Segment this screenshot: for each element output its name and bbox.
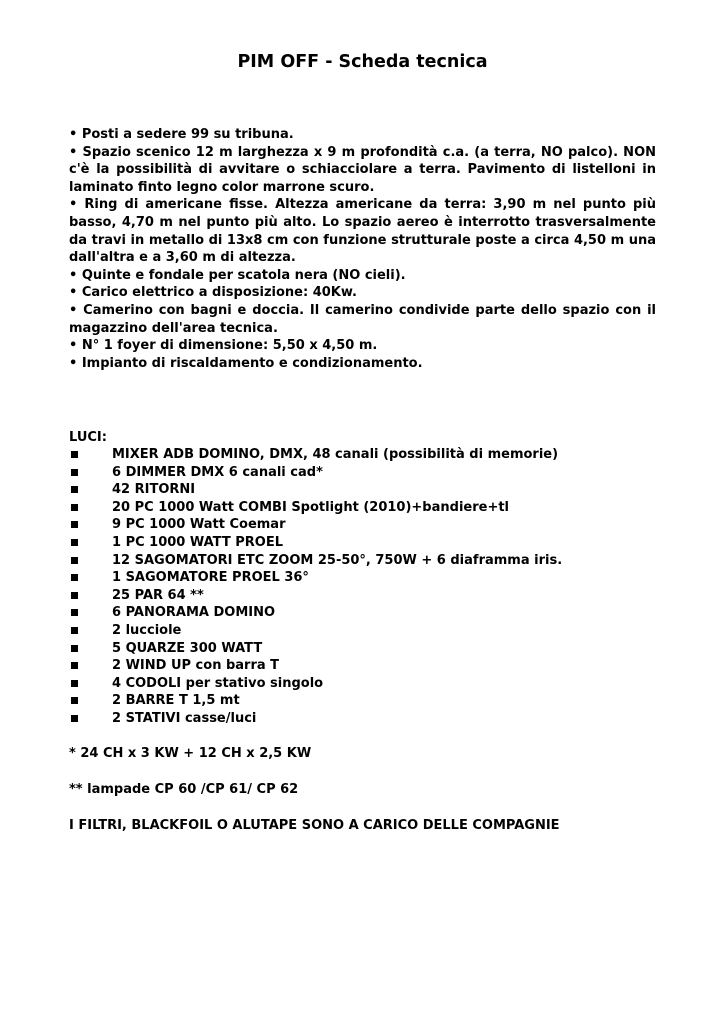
list-item-text: 20 PC 1000 Watt COMBI Spotlight (2010)+bandiere+tl: [112, 499, 510, 515]
square-bullet-icon: [71, 574, 78, 581]
list-item: [69, 640, 656, 658]
luci-list: [69, 446, 656, 728]
square-bullet-icon: [71, 486, 78, 493]
square-bullet-icon: [71, 609, 78, 616]
list-item: [69, 692, 656, 710]
list-item: [69, 481, 656, 499]
square-bullet-icon: [71, 592, 78, 599]
square-bullet-icon: [71, 627, 78, 634]
square-bullet-icon: [71, 469, 78, 476]
list-item-text: 2 WIND UP con barra T: [112, 658, 280, 674]
square-bullet-icon: [71, 715, 78, 722]
list-item-text: 12 SAGOMATORI ETC ZOOM 25-50°, 750W + 6 diaframma iris.: [112, 552, 563, 568]
intro-item: • Quinte e fondale per scatola nera (NO cieli).: [69, 267, 406, 283]
square-bullet-icon: [71, 504, 78, 511]
list-item-text: 4 CODOLI per stativo singolo: [112, 675, 324, 691]
list-item-text: 1 PC 1000 WATT PROEL: [112, 534, 283, 550]
intro-item: • N° 1 foyer di dimensione: 5,50 x 4,50 m.: [69, 338, 378, 354]
intro-section: [69, 126, 656, 372]
square-bullet-icon: [71, 521, 78, 528]
list-item: [69, 446, 656, 464]
list-item: [69, 552, 656, 570]
list-item: [69, 622, 656, 640]
list-item-text: 42 RITORNI: [112, 482, 196, 498]
list-item: [69, 710, 656, 728]
list-item-text: 25 PAR 64 **: [112, 587, 204, 603]
intro-item: • Camerino con bagni e doccia. Il camerino condivide parte dello spazio con il magazzino dell'area tecnica.: [69, 302, 656, 336]
page-title: PIM OFF - Scheda tecnica: [237, 52, 488, 72]
intro-item: • Carico elettrico a disposizione: 40Kw.: [69, 285, 357, 301]
list-item: [69, 657, 656, 675]
list-item: [69, 569, 656, 587]
list-item-text: 5 QUARZE 300 WATT: [112, 640, 263, 656]
list-item: [69, 534, 656, 552]
list-item: [69, 464, 656, 482]
list-item: [69, 516, 656, 534]
list-item: [69, 675, 656, 693]
intro-item: • Impianto di riscaldamento e condizionamento.: [69, 355, 423, 371]
intro-item: • Ring di americane fisse. Altezza americane da terra: 3,90 m nel punto più basso, 4,70 m nel punto più alto. Lo spazio aereo è interrotto trasversalmente da travi in metallo di 13x8 cm con funzione strutturale poste a circa 4,50 m una dall'altra e a 3,60 m di altezza.: [69, 197, 656, 266]
list-item: [69, 587, 656, 605]
intro-item: • Spazio scenico 12 m larghezza x 9 m profondità c.a. (a terra, NO palco). NON c'è la possibilità di avvitare o schiacciolare a terra. Pavimento di listelloni in laminato finto legno color marrone scuro.: [69, 144, 656, 195]
square-bullet-icon: [71, 697, 78, 704]
luci-heading: LUCI:: [69, 430, 107, 445]
list-item-text: MIXER ADB DOMINO, DMX, 48 canali (possibilità di memorie): [112, 447, 559, 462]
square-bullet-icon: [71, 539, 78, 546]
square-bullet-icon: [71, 451, 78, 458]
square-bullet-icon: [71, 662, 78, 669]
list-item-text: 2 STATIVI casse/luci: [112, 710, 257, 726]
list-item-text: 2 lucciole: [112, 622, 182, 638]
dimmer-note: * 24 CH x 3 KW + 12 CH x 2,5 KW: [69, 746, 312, 761]
list-item-text: 6 PANORAMA DOMINO: [112, 605, 276, 621]
intro-item: • Posti a sedere 99 su tribuna.: [69, 127, 294, 142]
lamp-note: ** lampade CP 60 /CP 61/ CP 62: [69, 782, 299, 797]
square-bullet-icon: [71, 645, 78, 652]
square-bullet-icon: [71, 557, 78, 564]
list-item: [69, 499, 656, 517]
list-item-text: 2 BARRE T 1,5 mt: [112, 693, 240, 709]
filters-note: I FILTRI, BLACKFOIL O ALUTAPE SONO A CARICO DELLE COMPAGNIE: [69, 818, 560, 833]
list-item-text: 6 DIMMER DMX 6 canali cad*: [112, 464, 323, 480]
square-bullet-icon: [71, 680, 78, 687]
list-item: [69, 604, 656, 622]
list-item-text: 9 PC 1000 Watt Coemar: [112, 517, 286, 533]
list-item-text: 1 SAGOMATORE PROEL 36°: [112, 570, 309, 586]
